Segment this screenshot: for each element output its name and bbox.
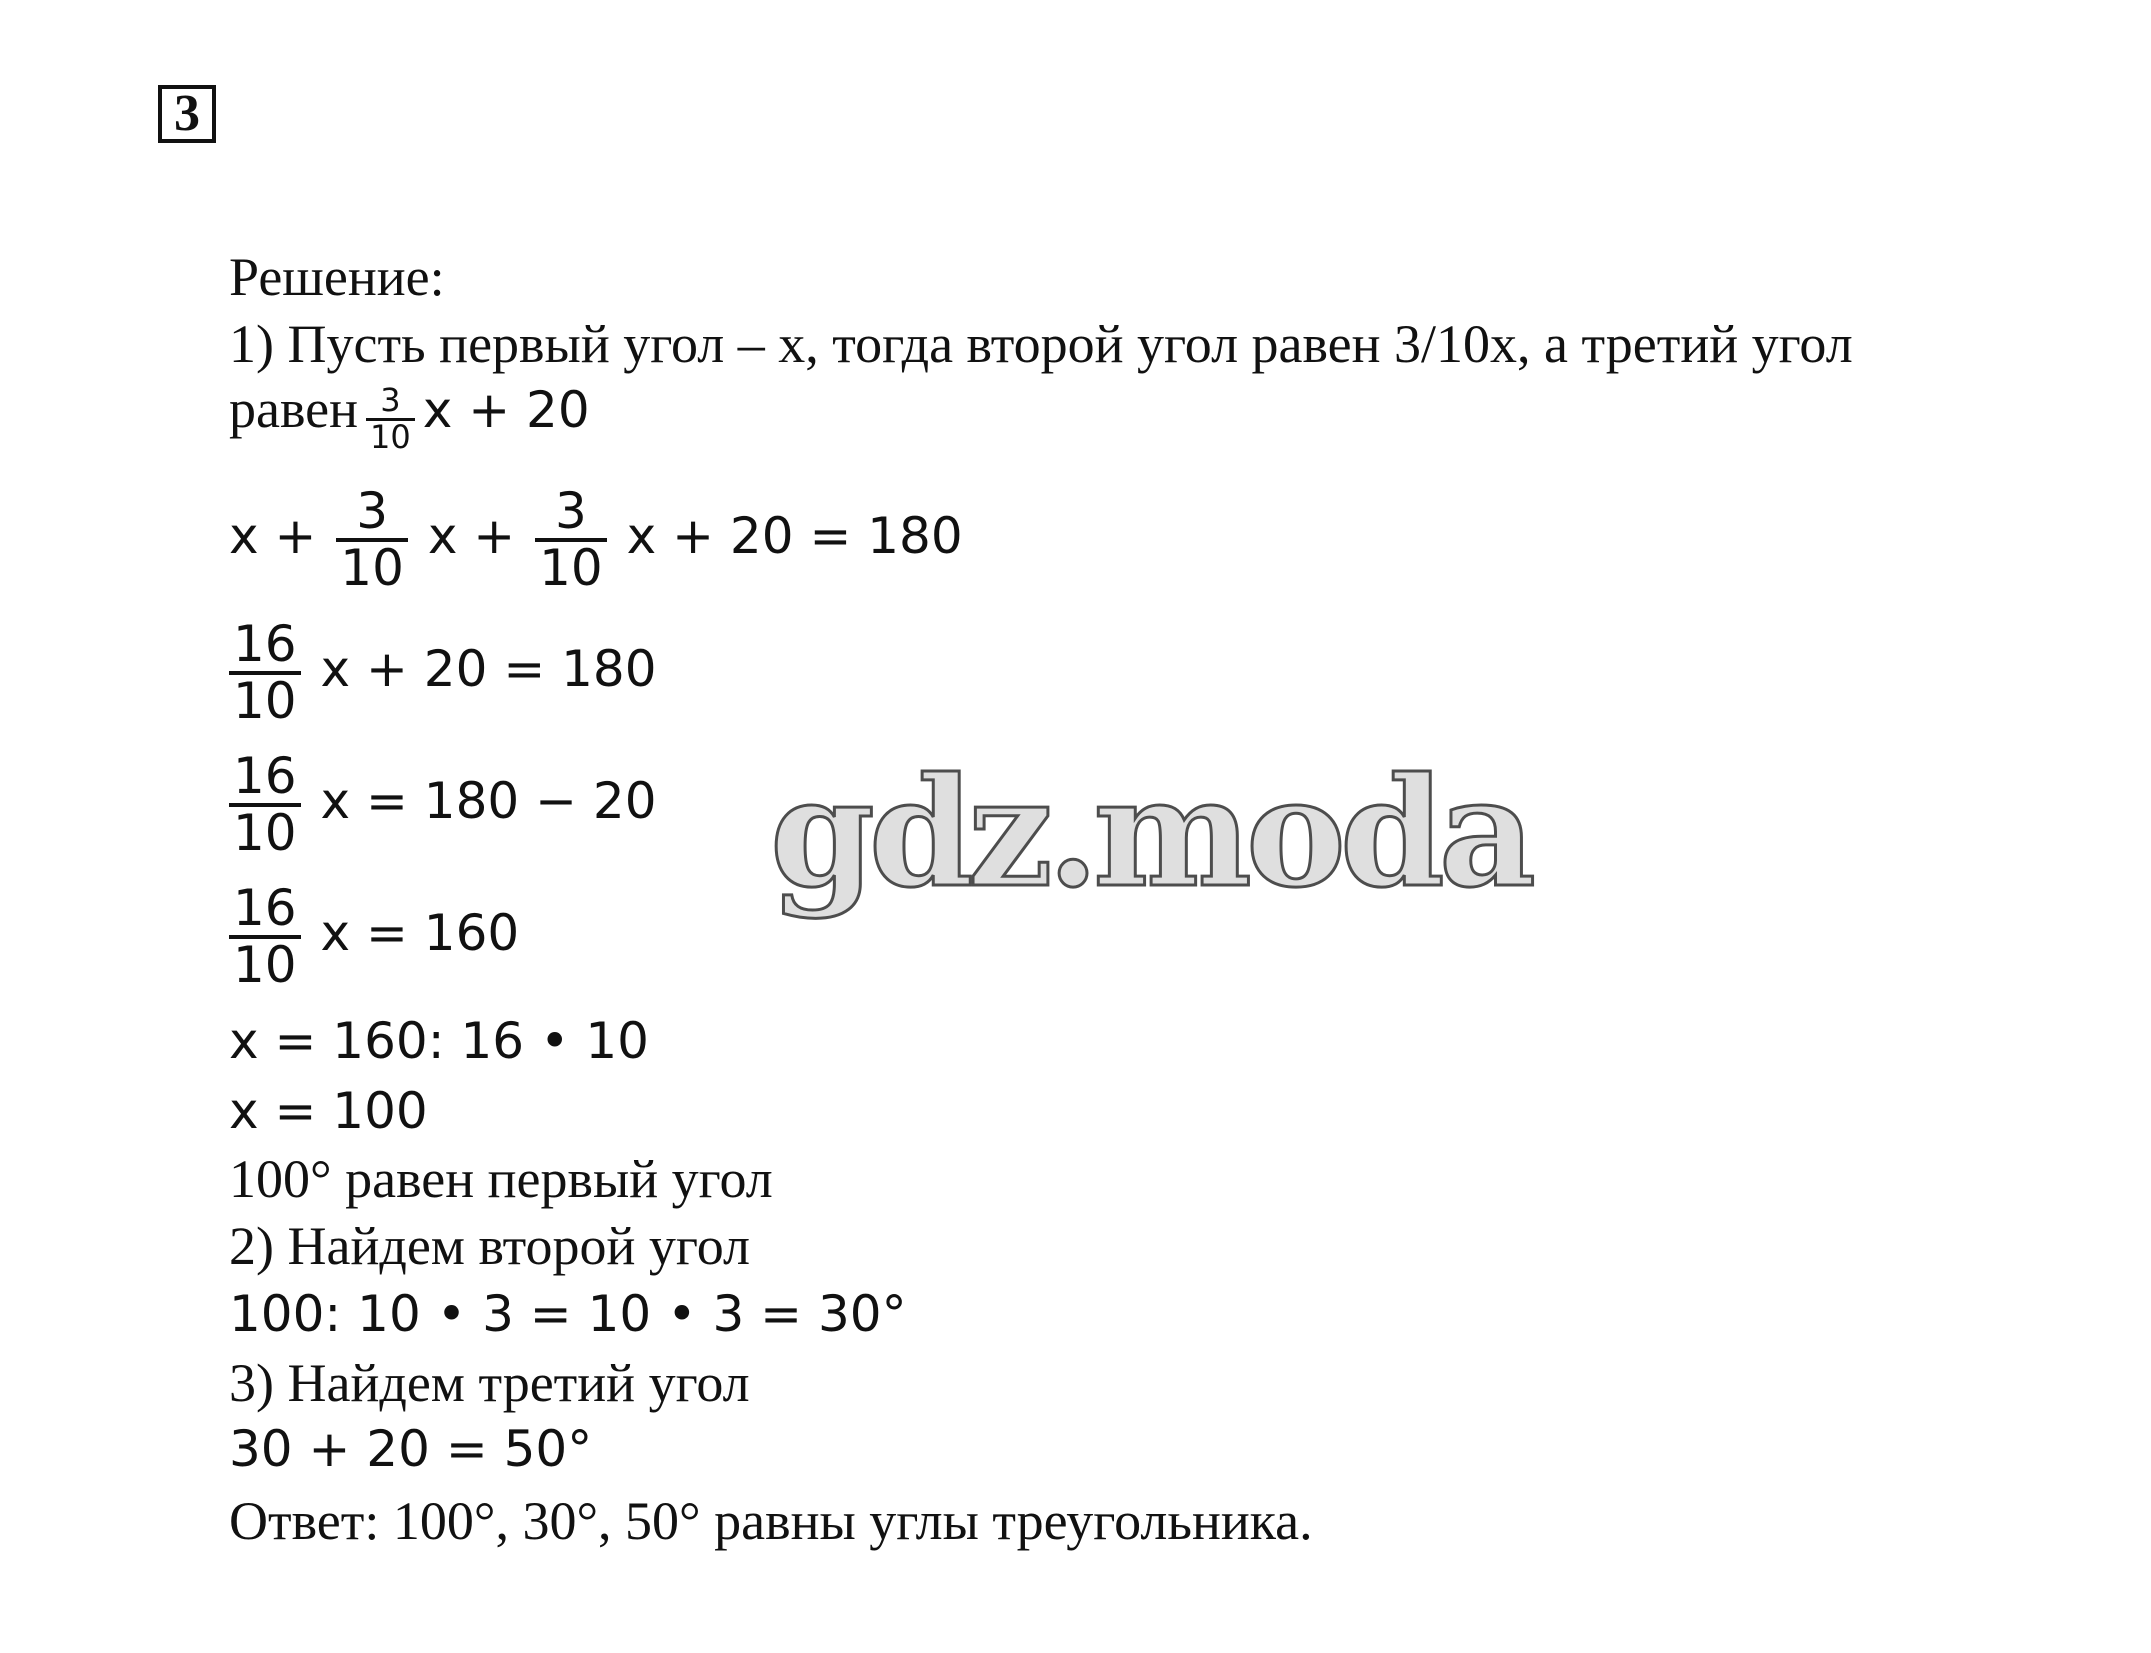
step2-calculation: 100: 10 • 3 = 10 • 3 = 30° — [229, 1285, 907, 1343]
step1-third-suffix: x + 20 — [422, 381, 590, 439]
equation-1 — [229, 482, 963, 597]
step1-third-angle-line — [229, 378, 590, 458]
watermark-logo: gdz.moda — [770, 745, 1531, 921]
equation-1-part-2: x + — [427, 507, 516, 565]
fraction-denominator: 10 — [233, 671, 297, 730]
step1-third-prefix: равен — [229, 379, 359, 439]
equation-2 — [229, 615, 657, 730]
equation-3 — [229, 747, 657, 862]
step2-heading: 2) Найдем второй угол — [229, 1216, 750, 1276]
equation-5: x = 160: 16 • 10 — [229, 1012, 649, 1070]
step3-calculation: 30 + 20 = 50° — [229, 1420, 593, 1478]
equation-1-part-1: x + — [229, 507, 317, 565]
equation-1-fraction-2 — [535, 482, 607, 597]
fraction-numerator: 3 — [366, 384, 415, 421]
equation-1-fraction-1 — [336, 482, 408, 597]
fraction-numerator: 3 — [535, 485, 607, 542]
fraction-denominator: 10 — [539, 538, 603, 597]
fraction-numerator: 16 — [229, 618, 301, 675]
fraction-numerator: 3 — [336, 485, 408, 542]
equation-4 — [229, 879, 520, 994]
equation-4-fraction — [229, 879, 301, 994]
answer-line: Ответ: 100°, 30°, 50° равны углы треугольника. — [229, 1491, 1313, 1551]
step1-third-fraction — [366, 381, 415, 456]
solution-heading: Решение: — [229, 247, 445, 307]
step3-heading: 3) Найдем третий угол — [229, 1353, 750, 1413]
fraction-denominator: 10 — [370, 417, 411, 456]
task-number-box: 3 — [158, 85, 216, 143]
first-angle-result: 100° равен первый угол — [229, 1149, 773, 1209]
equation-3-rest: x = 180 − 20 — [320, 772, 657, 830]
equation-3-fraction — [229, 747, 301, 862]
equation-2-rest: x + 20 = 180 — [320, 640, 657, 698]
fraction-denominator: 10 — [340, 538, 404, 597]
equation-6: x = 100 — [229, 1082, 428, 1140]
fraction-denominator: 10 — [233, 935, 297, 994]
equation-1-part-3: x + 20 = 180 — [626, 507, 963, 565]
step1-text: 1) Пусть первый угол – x, тогда второй угол равен 3/10x, а третий угол — [229, 314, 1853, 374]
fraction-numerator: 16 — [229, 750, 301, 807]
fraction-numerator: 16 — [229, 882, 301, 939]
equation-4-rest: x = 160 — [320, 904, 520, 962]
equation-2-fraction — [229, 615, 301, 730]
fraction-denominator: 10 — [233, 803, 297, 862]
